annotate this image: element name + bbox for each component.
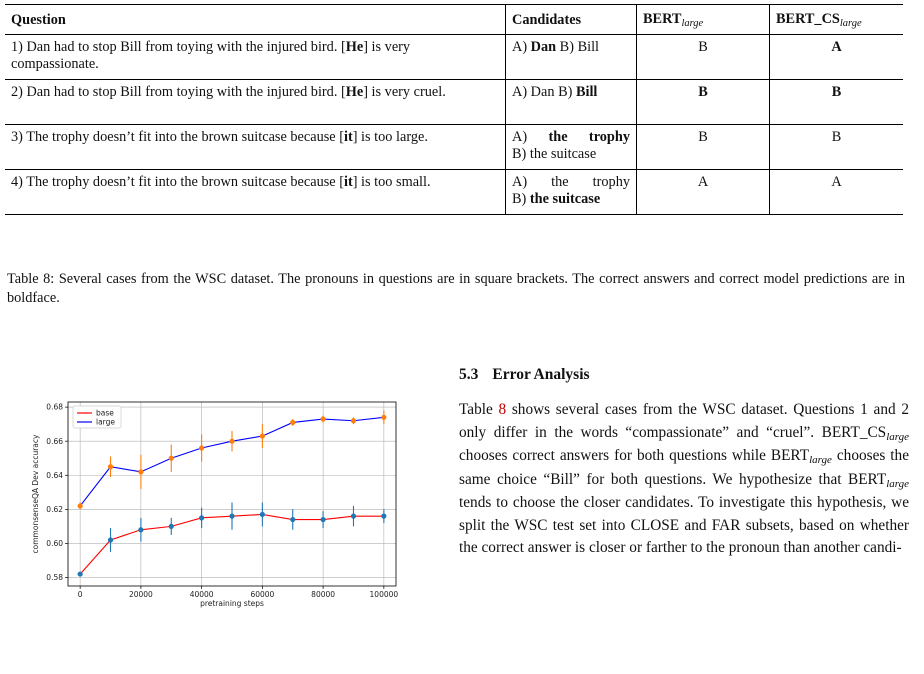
candidate-a-line bbox=[512, 129, 630, 146]
data-point-large bbox=[321, 416, 326, 421]
header-bertcs-sub: large bbox=[839, 18, 862, 29]
x-tick-label: 100000 bbox=[369, 590, 399, 599]
series-line-large bbox=[80, 417, 384, 506]
data-point-base bbox=[290, 517, 295, 522]
legend-label-large: large bbox=[96, 417, 116, 427]
x-axis-label: pretraining steps bbox=[200, 599, 264, 608]
pronoun: it bbox=[343, 129, 353, 145]
y-tick-label: 0.58 bbox=[46, 573, 63, 583]
question-text: 3) The trophy doesn’t fit into the brown suitcase because [ bbox=[11, 129, 344, 145]
pronoun: He bbox=[345, 39, 364, 55]
bertcs-prediction-value: A bbox=[831, 39, 842, 55]
pronoun: He bbox=[345, 84, 364, 100]
data-point-large bbox=[199, 445, 204, 450]
candidate-a: the trophy bbox=[551, 174, 630, 190]
question-cell bbox=[5, 35, 506, 80]
subscript-large: large bbox=[809, 454, 832, 466]
candidate-b: Bill bbox=[577, 39, 600, 55]
data-point-large bbox=[169, 456, 174, 461]
x-tick-label: 40000 bbox=[189, 590, 214, 599]
table-caption: Table 8: Several cases from the WSC dataset. The pronouns in questions are in square brackets. The correct answers and correct model predictions are in boldface. bbox=[7, 271, 905, 306]
candidate-b: the suitcase bbox=[529, 146, 597, 162]
candidate-a: the trophy bbox=[548, 129, 630, 145]
bertcs-prediction-value: B bbox=[831, 84, 842, 100]
y-tick-label: 0.60 bbox=[46, 539, 63, 549]
x-tick-label: 0 bbox=[77, 590, 83, 599]
data-point-large bbox=[108, 464, 113, 469]
section-heading bbox=[459, 366, 604, 384]
data-point-base bbox=[108, 537, 113, 542]
section-title: Error Analysis bbox=[492, 366, 590, 383]
bertcs-prediction: B bbox=[770, 125, 904, 170]
data-point-base bbox=[78, 571, 83, 576]
y-tick-label: 0.62 bbox=[46, 504, 63, 514]
candidate-b-line bbox=[512, 191, 630, 208]
data-point-large bbox=[351, 418, 356, 423]
candidate-b-line bbox=[512, 146, 630, 163]
table-row bbox=[5, 35, 903, 80]
header-bert-sub: large bbox=[681, 18, 704, 29]
cand-prefix: B) bbox=[512, 191, 530, 207]
x-tick-label: 60000 bbox=[250, 590, 275, 599]
y-tick-label: 0.64 bbox=[46, 470, 63, 480]
chart-ticks bbox=[46, 403, 398, 599]
data-point-base bbox=[351, 514, 356, 519]
candidate-a: Dan bbox=[530, 84, 555, 100]
bert-prediction-value: B bbox=[698, 84, 708, 100]
question-cell bbox=[5, 80, 506, 125]
candidate-b: the suitcase bbox=[529, 191, 601, 207]
body-text-run: Table bbox=[459, 401, 499, 418]
data-point-large bbox=[290, 420, 295, 425]
question-cell bbox=[5, 125, 506, 170]
header-bertcs-label: BERT_CS bbox=[776, 11, 840, 27]
body-paragraph bbox=[459, 399, 909, 560]
bert-prediction: B bbox=[637, 125, 770, 170]
body-text-run: chooses the same choice “Bill” for both questions. We hypothesize that BERT bbox=[459, 447, 909, 488]
body-text-run: chooses correct answers for both questions while BERT bbox=[459, 447, 810, 464]
table-row bbox=[5, 170, 903, 215]
accuracy-line-chart bbox=[30, 398, 400, 620]
bertcs-prediction: A bbox=[770, 170, 904, 215]
cand-prefix: B) bbox=[556, 39, 578, 55]
y-tick-label: 0.66 bbox=[46, 436, 63, 446]
data-point-large bbox=[138, 469, 143, 474]
x-tick-label: 20000 bbox=[128, 590, 153, 599]
header-question: Question bbox=[5, 5, 506, 35]
data-point-large bbox=[381, 415, 386, 420]
candidate-a-line bbox=[512, 174, 630, 191]
table-row bbox=[5, 125, 903, 170]
data-point-base bbox=[321, 517, 326, 522]
header-candidates: Candidates bbox=[506, 5, 637, 35]
question-text: 2) Dan had to stop Bill from toying with the injured bird. [ bbox=[11, 84, 346, 100]
subscript-large: large bbox=[886, 477, 909, 490]
data-point-large bbox=[260, 433, 265, 438]
table-header-row bbox=[5, 5, 903, 35]
data-point-base bbox=[260, 512, 265, 517]
question-text: 4) The trophy doesn’t fit into the brown suitcase because [ bbox=[11, 174, 344, 190]
cand-prefix: A) bbox=[512, 129, 549, 145]
data-point-base bbox=[169, 524, 174, 529]
candidates-cell bbox=[506, 125, 637, 170]
header-bertcs-large bbox=[770, 5, 904, 35]
cand-prefix: A) bbox=[512, 174, 552, 190]
question-cell bbox=[5, 170, 506, 215]
chart-grid bbox=[68, 402, 396, 586]
candidate-a: Dan bbox=[530, 39, 557, 55]
table-reference-link[interactable]: 8 bbox=[498, 401, 507, 418]
x-tick-label: 80000 bbox=[311, 590, 336, 599]
bert-prediction bbox=[637, 80, 770, 125]
data-point-large bbox=[229, 439, 234, 444]
section-body bbox=[459, 399, 909, 560]
section-number: 5.3 bbox=[459, 366, 479, 383]
data-point-base bbox=[199, 515, 204, 520]
candidates-cell bbox=[506, 170, 637, 215]
candidate-b: Bill bbox=[575, 84, 598, 100]
chart-legend bbox=[73, 406, 121, 428]
data-point-large bbox=[78, 503, 83, 508]
cand-prefix: A) bbox=[512, 84, 531, 100]
y-tick-label: 0.68 bbox=[46, 402, 63, 412]
data-point-base bbox=[229, 514, 234, 519]
bertcs-prediction bbox=[770, 80, 904, 125]
bertcs-prediction bbox=[770, 35, 904, 80]
pronoun: it bbox=[343, 174, 353, 190]
data-point-base bbox=[381, 514, 386, 519]
question-text: ] is very cruel. bbox=[363, 84, 446, 100]
cand-prefix: A) bbox=[512, 39, 531, 55]
body-text-run: tends to choose the closer candidates. To investigate this hypothesis, we split the WSC test set into CLOSE and FAR subsets, based on whether the correct answer is closer or farther to the pronoun than another candi- bbox=[459, 494, 909, 556]
question-text: ] is very compassionate. bbox=[11, 39, 411, 72]
data-point-base bbox=[138, 527, 143, 532]
candidates-cell bbox=[506, 80, 637, 125]
subscript-large: large bbox=[886, 430, 909, 443]
y-axis-label: commonsenseQA Dev accuracy bbox=[31, 434, 40, 554]
question-text: ] is too small. bbox=[352, 174, 431, 190]
wsc-cases-table bbox=[5, 4, 903, 215]
question-text: ] is too large. bbox=[352, 129, 428, 145]
candidates-cell bbox=[506, 35, 637, 80]
legend-label-base: base bbox=[96, 408, 114, 418]
bert-prediction: A bbox=[637, 170, 770, 215]
body-text-run: shows several cases from the WSC dataset. Questions 1 and 2 only differ in the words “compassionate” and “cruel”. BERT_CS bbox=[459, 401, 909, 441]
cand-prefix: B) bbox=[512, 146, 530, 162]
plot-frame bbox=[68, 402, 396, 586]
chart-series bbox=[78, 408, 387, 577]
header-bert-label: BERT bbox=[643, 11, 682, 27]
header-bert-large bbox=[637, 5, 770, 35]
table-row bbox=[5, 80, 903, 125]
question-text: 1) Dan had to stop Bill from toying with the injured bird. [ bbox=[11, 39, 346, 55]
bert-prediction: B bbox=[637, 35, 770, 80]
cand-prefix: B) bbox=[554, 84, 576, 100]
